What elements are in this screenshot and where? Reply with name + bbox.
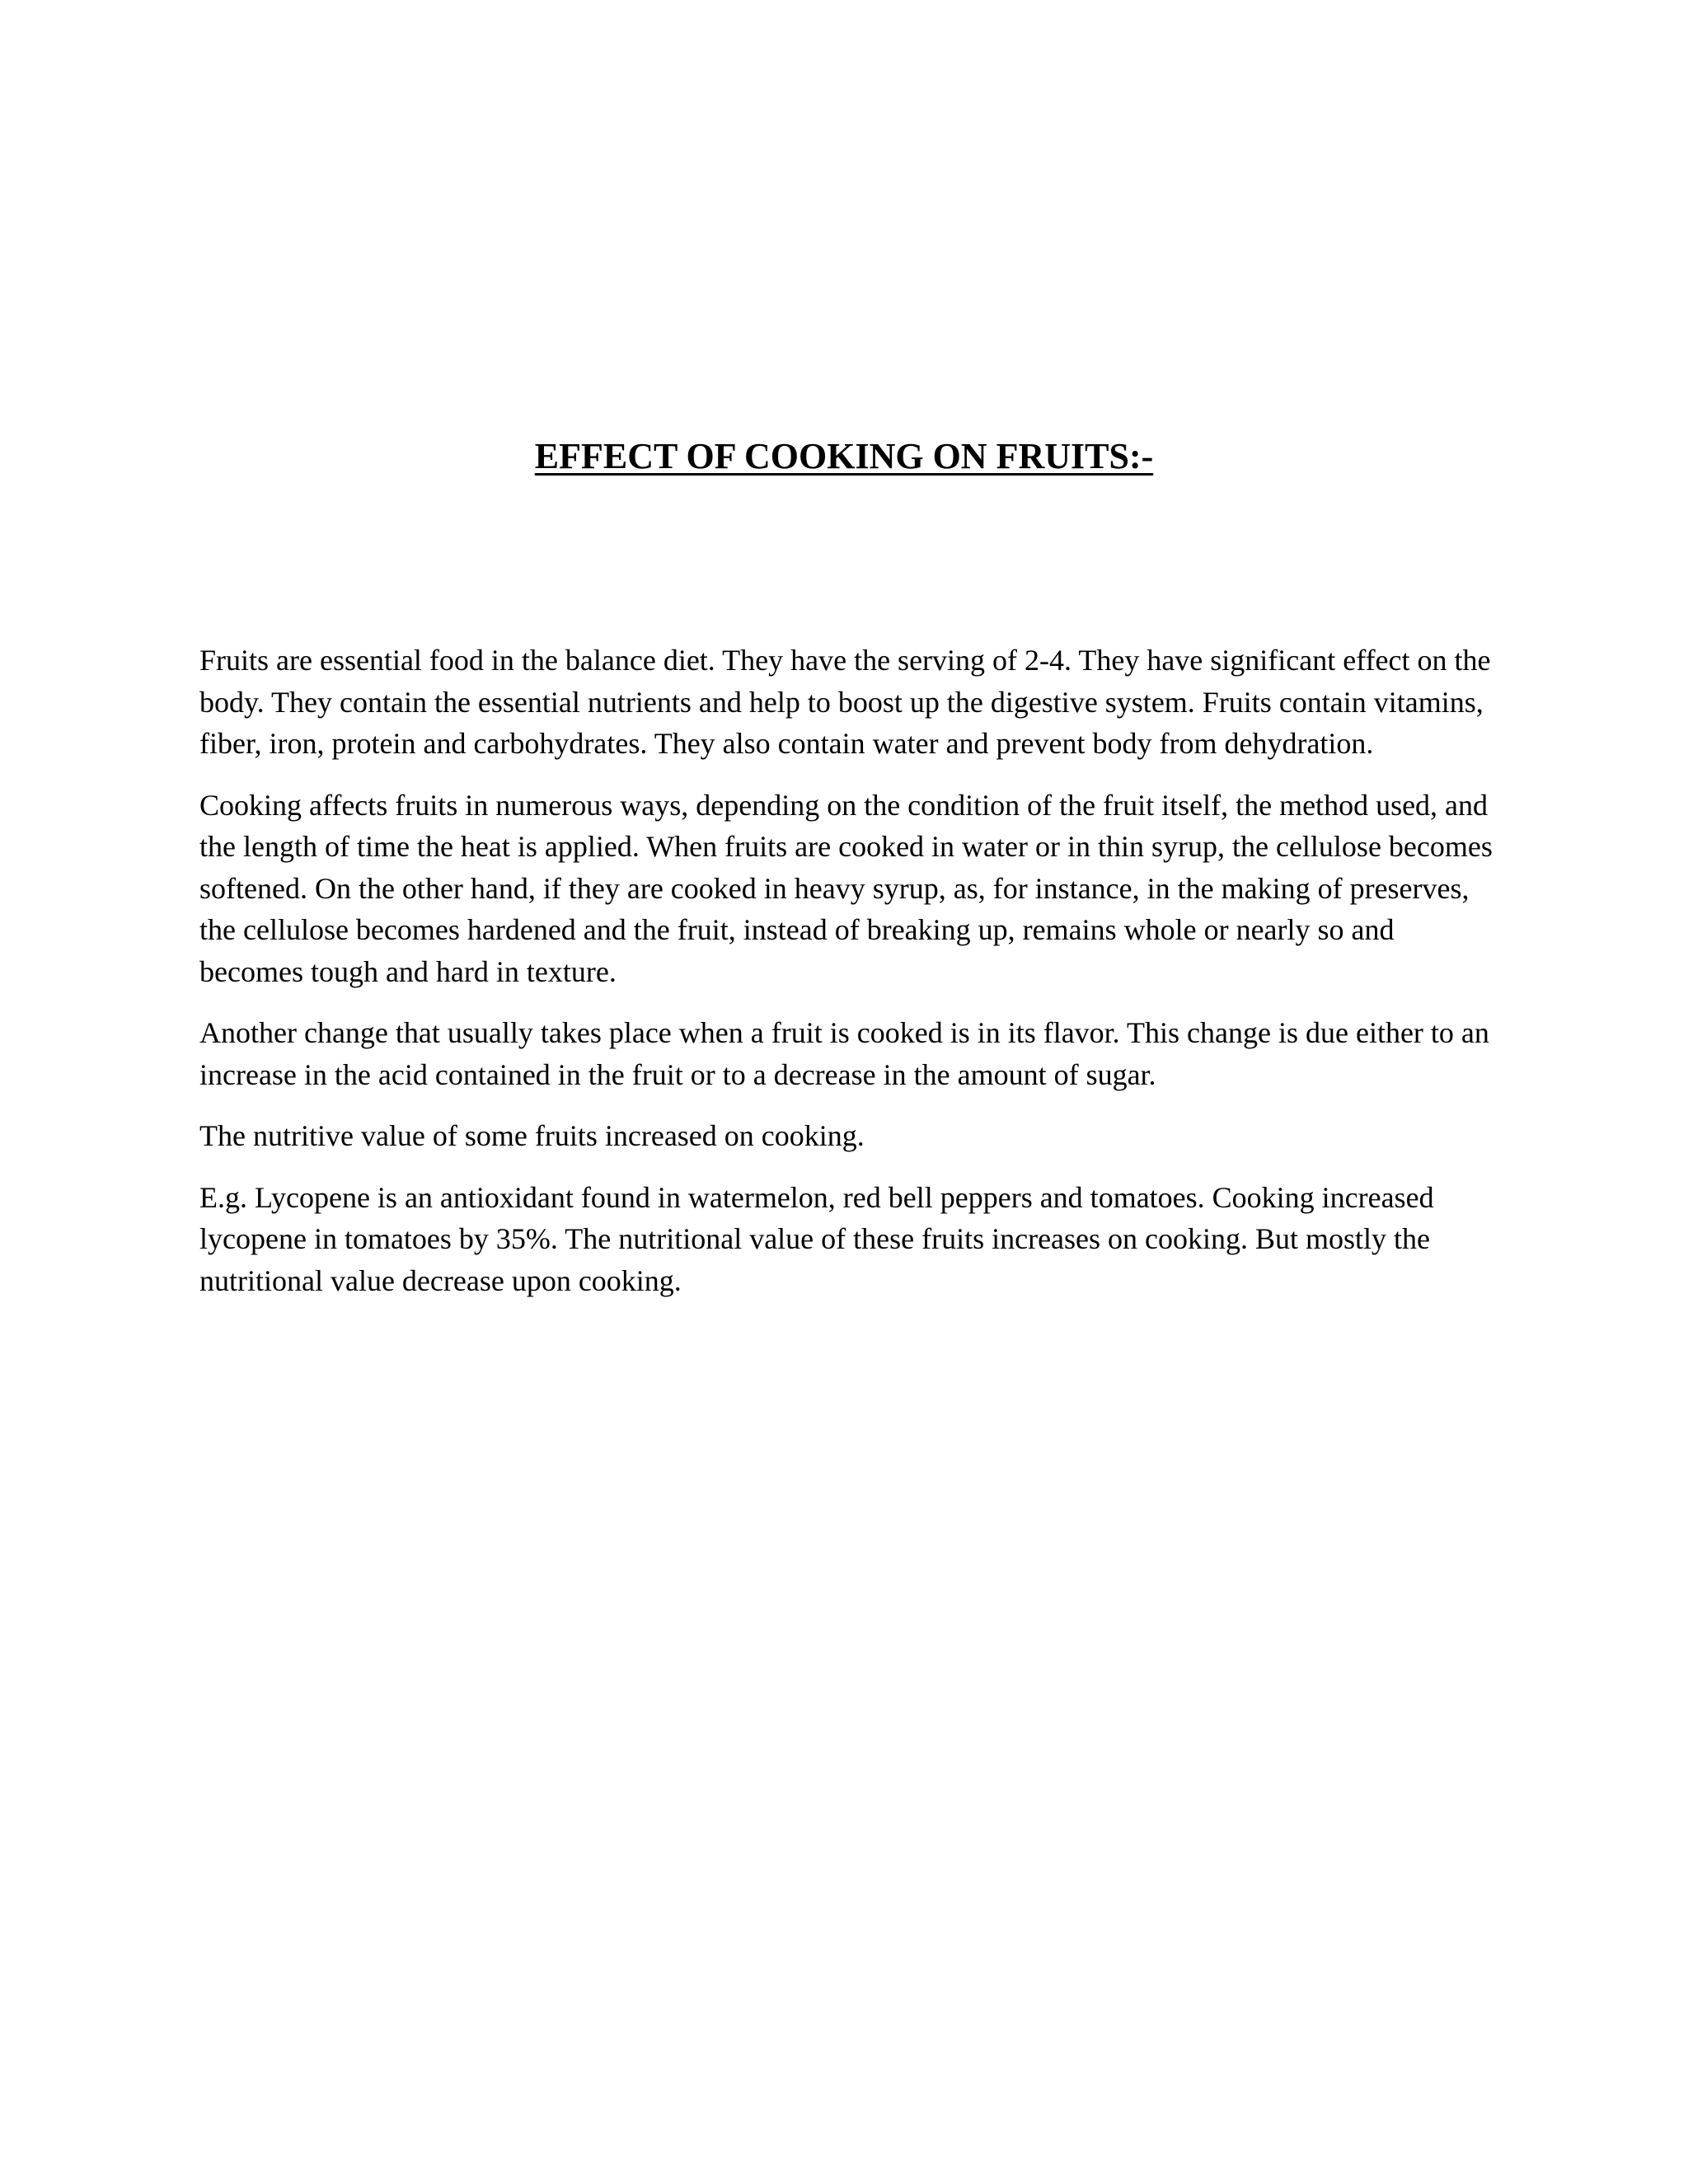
- paragraph-cooking-effects: Cooking affects fruits in numerous ways, depending on the condition of the fruit itself, the method used, and the length of time the heat is applied. When fruits are cooked in water or in thin syrup, the cellulose becomes softened. On the other hand, if they are cooked in heavy syrup, as, for instance, in the making of preserves, the cellulose becomes hardened and the fruit, instead of breaking up, remains whole or nearly so and becomes tough and hard in texture.: [199, 788, 1493, 988]
- paragraph-lycopene-example: E.g. Lycopene is an antioxidant found in watermelon, red bell peppers and tomatoes. Cooking increased lycopene in tomatoes by 35%. The nutritional value of these fruits increases on cooking. But mostly the nutritional value decrease upon cooking.: [199, 1180, 1434, 1297]
- paragraph-flavor-change: Another change that usually takes place when a fruit is cooked is in its flavor. This change is due either to an increase in the acid contained in the fruit or to a decrease in the amount of sugar.: [199, 1016, 1489, 1091]
- page-title: [0, 435, 1688, 478]
- paragraph-nutritive-value: The nutritive value of some fruits increased on cooking.: [199, 1119, 865, 1152]
- paragraph-intro: Fruits are essential food in the balance diet. They have the serving of 2-4. They have significant effect on the body. They contain the essential nutrients and help to boost up the digestive system. Fruits contain vitamins, fiber, iron, protein and carbohydrates. They also contain water and prevent body from dehydration.: [199, 644, 1491, 760]
- page-title-text: EFFECT OF COOKING ON FRUITS:-: [534, 436, 1154, 476]
- document-body: [199, 640, 1502, 1321]
